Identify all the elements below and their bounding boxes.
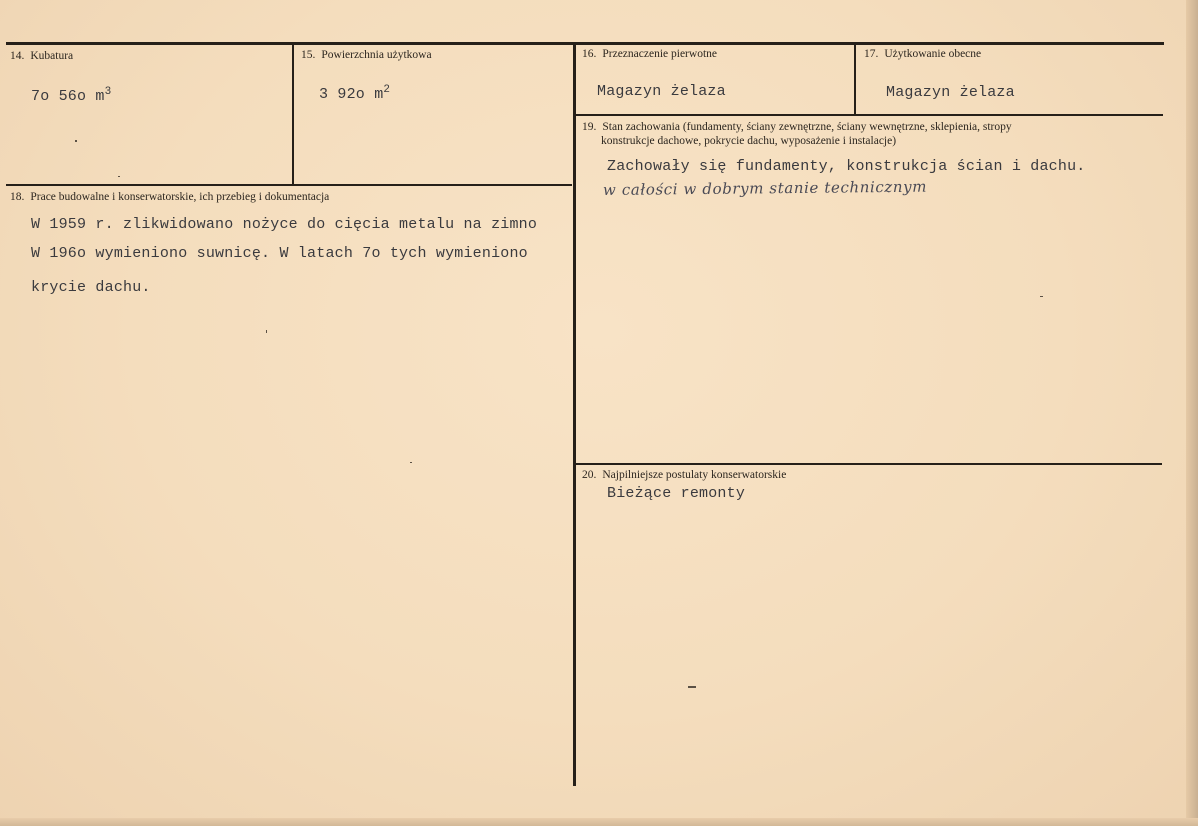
top-rule bbox=[6, 42, 1164, 45]
divider-14-15 bbox=[292, 45, 294, 184]
field-19-title: Stan zachowania (fundamenty, ściany zewnętrzne, ściany wewnętrzne, sklepienia, stropy bbox=[602, 121, 1012, 133]
field-18-line-2: W 196o wymieniono suwnicę. W latach 7o tych wymieniono bbox=[31, 245, 528, 262]
field-19-number: 19. bbox=[582, 121, 597, 133]
paper-speck bbox=[118, 176, 120, 177]
field-15-label bbox=[301, 48, 432, 62]
field-16-number: 16. bbox=[582, 48, 597, 60]
rule-above-field-20 bbox=[576, 463, 1162, 465]
field-14-label bbox=[10, 49, 73, 63]
field-20-value: Bieżące remonty bbox=[607, 485, 746, 502]
field-17-title: Użytkowanie obecne bbox=[884, 48, 982, 60]
field-18-line-1: W 1959 r. zlikwidowano nożyce do cięcia metalu na zimno bbox=[31, 216, 538, 233]
field-15-number: 15. bbox=[301, 49, 316, 61]
paper-speck bbox=[410, 462, 412, 463]
field-20-title: Najpilniejsze postulaty konserwatorskie bbox=[602, 469, 787, 481]
card-bottom-edge bbox=[0, 818, 1198, 826]
field-20-label bbox=[582, 468, 786, 482]
paper-speck bbox=[266, 330, 267, 333]
field-17-number: 17. bbox=[864, 48, 879, 60]
field-14-title: Kubatura bbox=[30, 50, 74, 62]
field-18-title: Prace budowalne i konserwatorskie, ich przebieg i dokumentacja bbox=[30, 191, 330, 203]
field-19-label-line-2: konstrukcje dachowe, pokrycie dachu, wyposażenie i instalacje) bbox=[601, 135, 897, 147]
rule-above-field-19 bbox=[576, 114, 1163, 116]
field-19-label-line-1 bbox=[582, 120, 1012, 134]
field-19-typed-value: Zachowały się fundamenty, konstrukcja ścian i dachu. bbox=[607, 158, 1086, 175]
divider-16-17 bbox=[854, 45, 856, 114]
card-right-edge bbox=[1186, 0, 1198, 826]
cubature-value: 7o 56o m bbox=[31, 88, 105, 105]
cubature-unit-exponent: 3 bbox=[104, 86, 112, 98]
field-18-number: 18. bbox=[10, 191, 25, 203]
main-column-divider bbox=[573, 45, 576, 786]
field-16-label bbox=[582, 47, 717, 61]
field-14-value bbox=[31, 86, 111, 105]
field-19-handwritten-note: w całości w dobrym stanie technicznym bbox=[602, 177, 928, 199]
field-16-title: Przeznaczenie pierwotne bbox=[602, 48, 717, 60]
field-17-label bbox=[864, 47, 981, 61]
paper-speck bbox=[1040, 296, 1043, 297]
field-15-value bbox=[319, 84, 390, 103]
field-20-number: 20. bbox=[582, 469, 597, 481]
usable-area-unit-exponent: 2 bbox=[383, 84, 391, 96]
field-18-line-3: krycie dachu. bbox=[31, 279, 151, 296]
paper-speck bbox=[75, 140, 77, 142]
field-17-value: Magazyn żelaza bbox=[886, 84, 1015, 101]
field-18-label bbox=[10, 190, 329, 204]
usable-area-value: 3 92o m bbox=[319, 86, 384, 103]
paper-speck bbox=[688, 686, 696, 688]
field-16-value: Magazyn żelaza bbox=[597, 83, 726, 100]
rule-above-field-18 bbox=[6, 184, 572, 186]
field-14-number: 14. bbox=[10, 50, 25, 62]
field-15-title: Powierzchnia użytkowa bbox=[321, 49, 432, 61]
